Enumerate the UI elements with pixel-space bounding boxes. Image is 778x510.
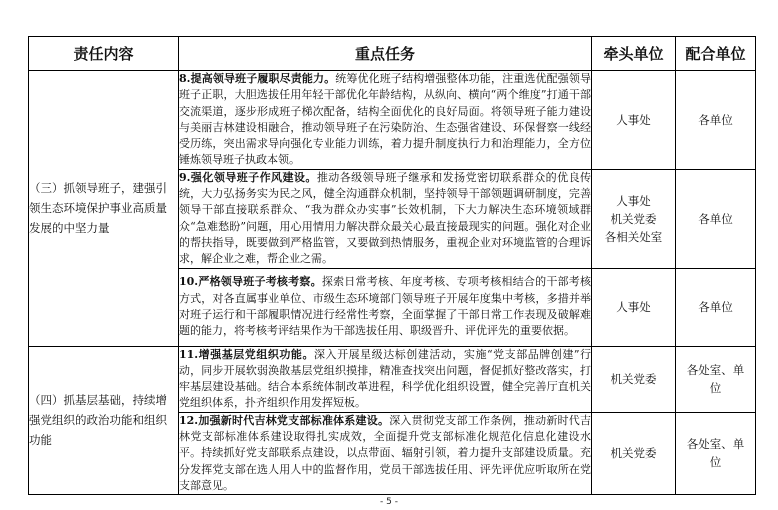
- lead-unit: 机关党委: [610, 372, 657, 387]
- coop-unit: 各单位: [698, 300, 733, 315]
- coop-unit: 各处室、单: [686, 363, 745, 378]
- task-title: 11.增强基层党组织功能。: [179, 347, 314, 361]
- lead-unit-cell: [592, 346, 676, 412]
- lead-unit: 机关党委: [610, 211, 657, 226]
- lead-unit-cell: [592, 71, 676, 170]
- coop-unit: 各处室、单: [686, 437, 745, 452]
- task-cell: [179, 268, 592, 346]
- task-body: 深入贯彻党支部工作条例，推动新时代吉林党支部标准体系建设取得扎实成效，全面提升党支部标准化规范化信息化建设水平。持续抓好党支部联系点建设，以点带面、辐射引领，着力提升支部建设质量。充分发挥党支部在选人用人中的监督作用，党员干部选拔任用、评先评优应听取所在党支部意见。: [179, 413, 592, 492]
- task-cell: [179, 71, 592, 170]
- category-cell: （四）抓基层基础，持续增强党组织的政治功能和组织功能: [29, 346, 179, 495]
- responsibility-table: [28, 36, 756, 495]
- task-title: 8.提高领导班子履职尽责能力。: [179, 72, 336, 85]
- lead-unit-cell: [592, 268, 676, 346]
- coop-unit-cell: [676, 71, 756, 170]
- task-body: 推动各级领导班子继承和发扬党密切联系群众的优良传统，大力弘扬务实为民之风，健全沟通群众机制，坚持领导干部领题调研制度，完善领导干部直接联系群众、“我为群众办实事”长效机制，下大力解决生态环境领域群众“急难愁盼”问题，用心用情用力解决群众最关心最直接最现实的问题。强化对企业的帮扶指导，既要做到严格监管，又要做到热情服务，重视企业对环境监管的合理诉求，解企业之难，帮企业之需。: [179, 170, 592, 266]
- coop-unit: 各单位: [698, 112, 733, 127]
- task-title: 9.强化领导班子作风建设。: [179, 170, 317, 184]
- header-task: 重点任务: [179, 37, 592, 71]
- task-cell: [179, 169, 592, 268]
- lead-unit-cell: [592, 412, 676, 494]
- task-body: 探索日常考核、年度考核、专项考核相结合的干部考核方式，对各直属事业单位、市级生态环境部门领导班子开展年度集中考核，多措并举对班子运行和干部履职情况进行经常性考察，全面掌握了干部日常工作表现及破解难题的能力，将考核考评结果作为干部选拔任用、职级晋升、评优评先的重要依据。: [179, 275, 592, 338]
- category-cell: （三）抓领导班子，建强引领生态环境保护事业高质量发展的中坚力量: [29, 71, 179, 347]
- task-cell: [179, 346, 592, 412]
- table-header-row: [29, 37, 756, 71]
- task-body: 深入开展星级达标创建活动，实施“党支部品牌创建”行动，同步开展软弱涣散基层党组织摸排，精准查找突出问题，督促抓好整改落实，打牢基层建设基础。结合本系统体制改革进程，科学优化组织设置，健全完善厅直机关党组织体系，扑齐组织作用发挥短板。: [179, 347, 592, 410]
- table-row: [29, 346, 756, 412]
- lead-unit: 各相关处室: [604, 229, 663, 244]
- task-title: 12.加强新时代吉林党支部标准体系建设。: [179, 413, 390, 427]
- coop-unit: 位: [709, 455, 722, 470]
- task-body: 统筹优化班子结构增强整体功能，注重选优配强领导班子正职，大胆选拔任用年轻干部优化年龄结构，从纵向、横向“两个维度”打通干部交流渠道，逐步形成班子梯次配备，结构全面优化的良好局面。将领导班子能力建设与美丽吉林建设相融合，推动领导班子在污染防治、生态强省建设、环保督察一线经受历练，突出需求导向强化专业能力训练，着力提升制度执行力和治理能力，全方位锤炼领导班子执政本领。: [179, 72, 592, 167]
- lead-unit: 人事处: [616, 193, 651, 208]
- lead-unit: 机关党委: [610, 446, 657, 461]
- header-lead-unit: 牵头单位: [592, 37, 676, 71]
- lead-unit: 人事处: [616, 300, 651, 315]
- header-coop-unit: 配合单位: [676, 37, 756, 71]
- coop-unit-cell: [676, 346, 756, 412]
- page-number: - 5 -: [380, 497, 398, 507]
- coop-unit-cell: [676, 268, 756, 346]
- table-row: [29, 71, 756, 170]
- header-content: 责任内容: [29, 37, 179, 71]
- coop-unit: 各单位: [698, 211, 733, 226]
- coop-unit-cell: [676, 169, 756, 268]
- lead-unit-cell: [592, 169, 676, 268]
- task-cell: [179, 412, 592, 494]
- coop-unit: 位: [709, 381, 722, 396]
- lead-unit: 人事处: [616, 112, 651, 127]
- task-title: 10.严格领导班子考核考察。: [179, 275, 322, 289]
- coop-unit-cell: [676, 412, 756, 494]
